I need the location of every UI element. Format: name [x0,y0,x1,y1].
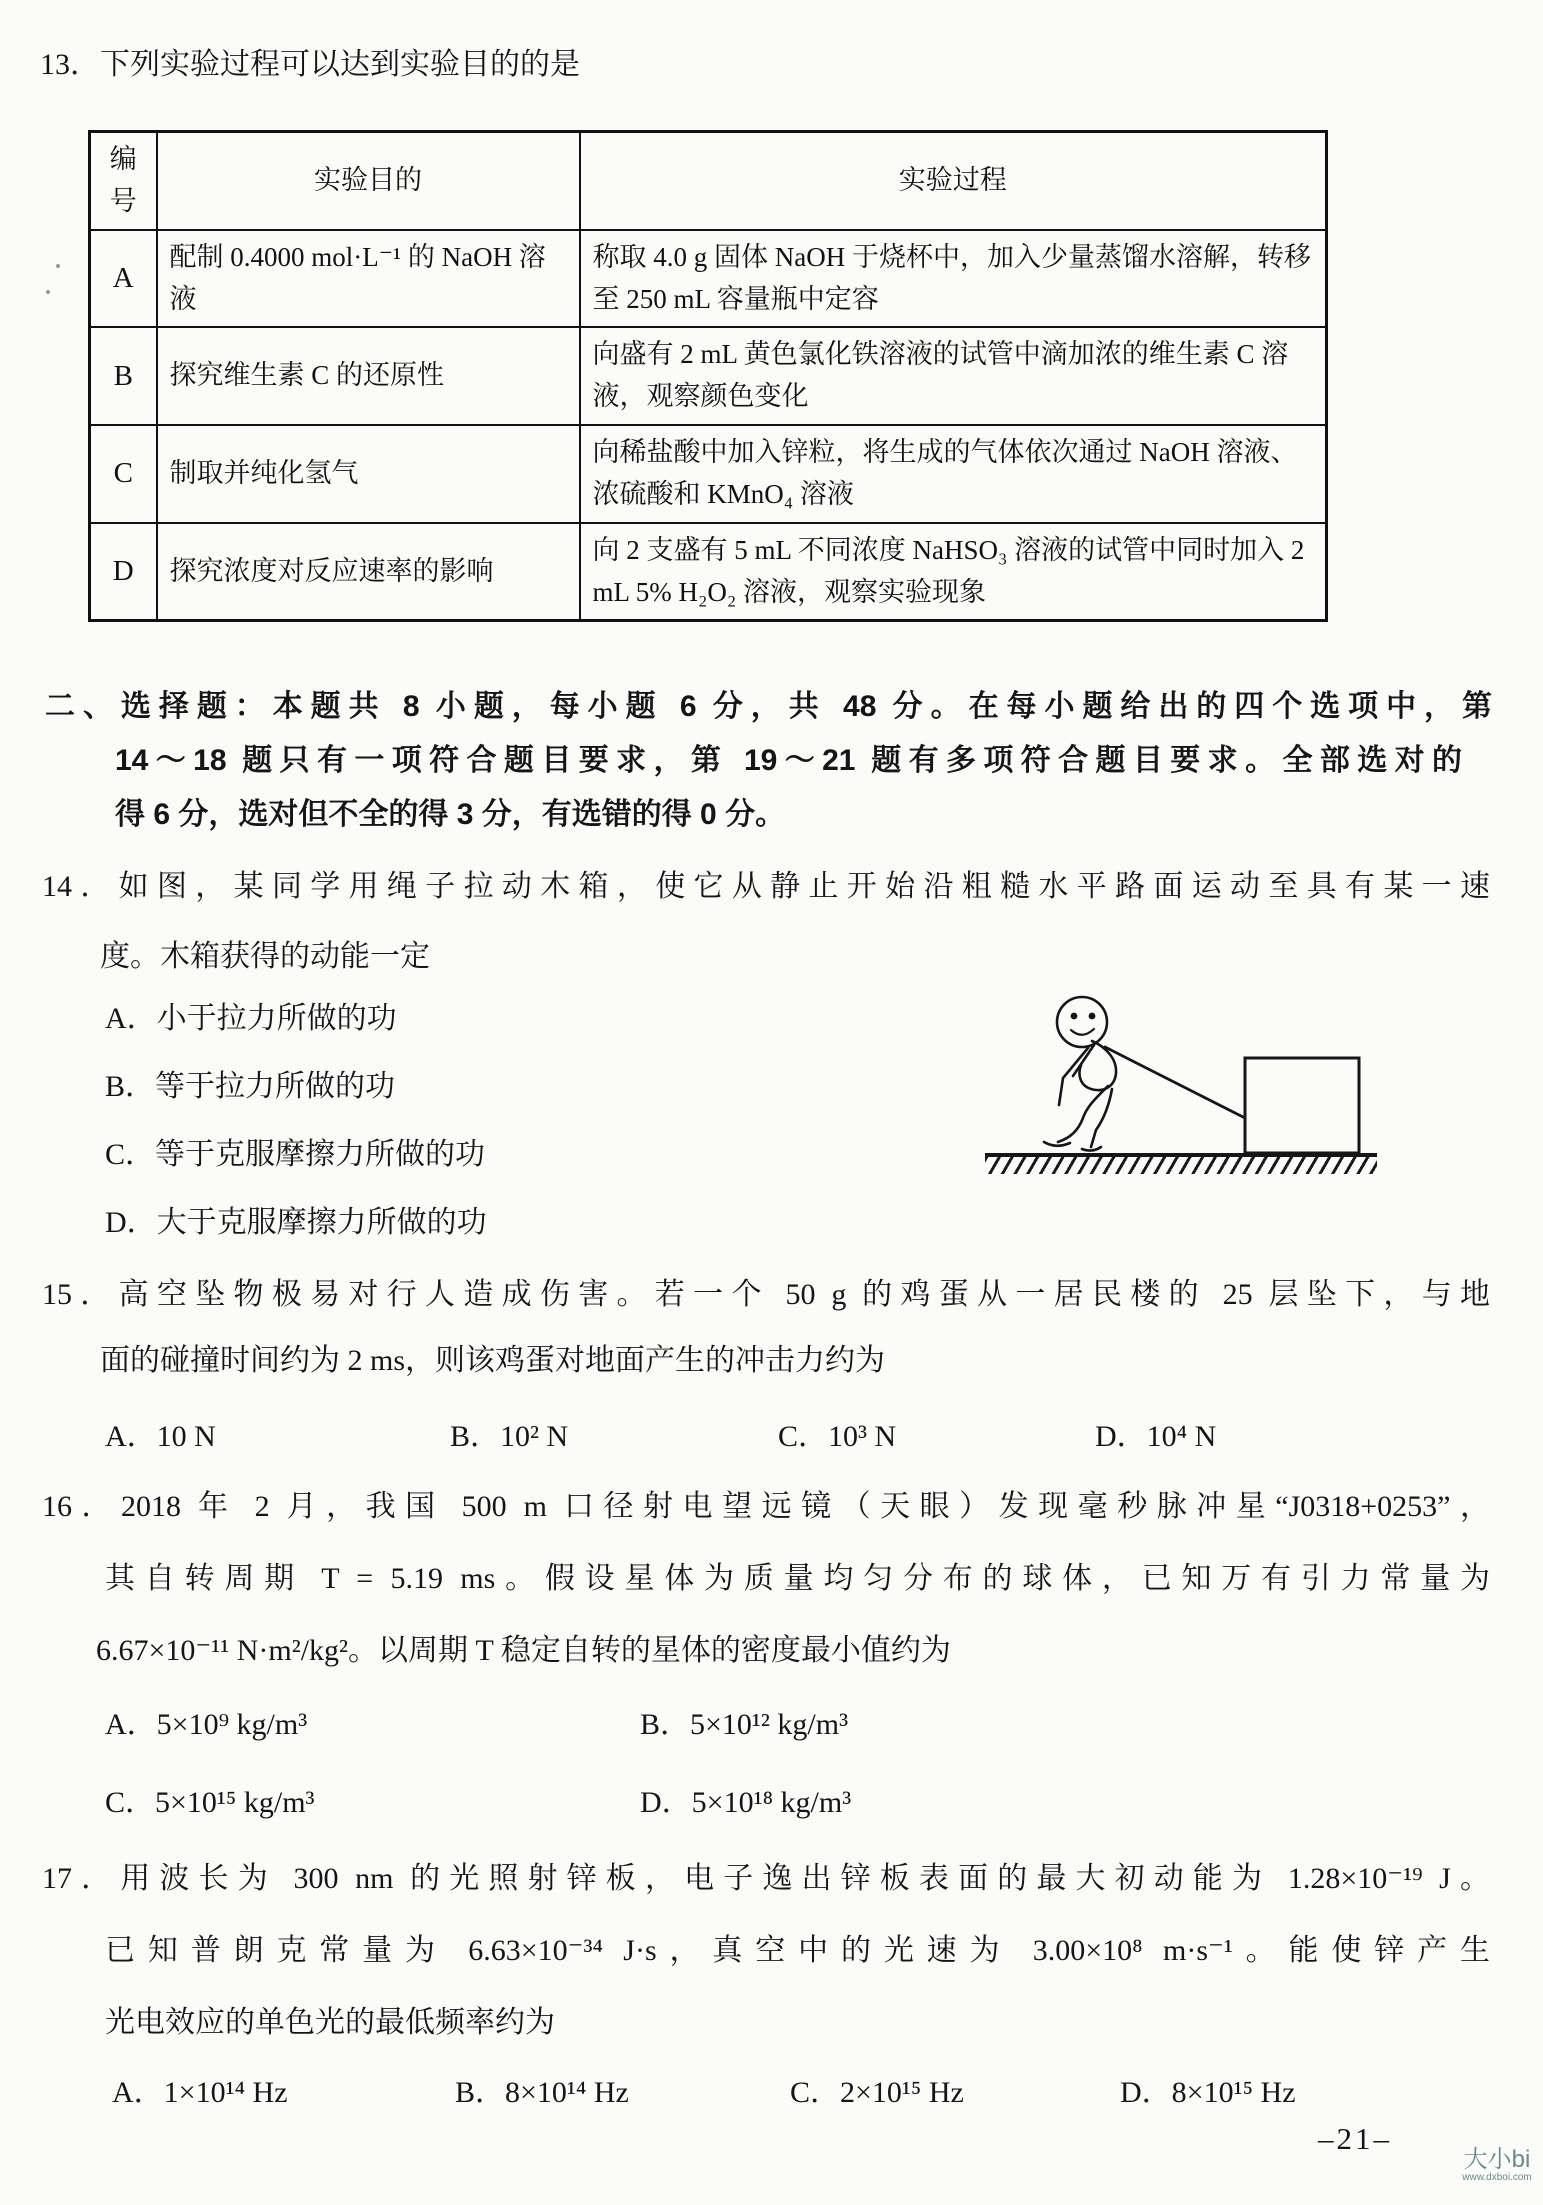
q15-option-b: B．10² N [450,1420,569,1453]
person-leg-front [1058,1086,1108,1142]
row-id: C [90,425,157,523]
section2-line1: 二、选择题：本题共 8 小题，每小题 6 分，共 48 分。在每小题给出的四个选项中，第 [45,690,1492,723]
crate-box [1245,1058,1359,1153]
q16-stem-line3: 6.67×10⁻¹¹ N·m²/kg²。以周期 T 稳定自转的星体的密度最小值约为 [96,1634,951,1667]
row-purpose: 制取并纯化氢气 [157,425,580,523]
col-header-purpose: 实验目的 [157,132,580,230]
row-procedure: 向 2 支盛有 5 mL 不同浓度 NaHSO₃ 溶液的试管中同时加入 2 mL 5% H₂O₂ 溶液，观察实验现象 [580,523,1327,621]
row-procedure: 称取 4.0 g 固体 NaOH 于烧杯中，加入少量蒸馏水溶解，转移至 250 mL 容量瓶中定容 [580,230,1327,328]
q15-stem-line1: 15．高空坠物极易对行人造成伤害。若一个 50 g 的鸡蛋从一居民楼的 25 层坠下，与地 [42,1278,1490,1311]
col-header-id: 编号 [90,132,157,230]
watermark-url: www.dxboi.com [1462,2172,1532,2183]
q17-option-b: B．8×10¹⁴ Hz [455,2076,629,2109]
section2-line2: 14～18 题只有一项符合题目要求，第 19～21 题有多项符合题目要求。全部选对的 [115,744,1462,777]
rope [1105,1047,1245,1118]
q14-option-a: A．小于拉力所做的功 [105,1002,397,1035]
q14-option-d: D．大于克服摩擦力所做的功 [105,1206,487,1239]
scan-speckle [56,264,60,268]
q17-option-a: A．1×10¹⁴ Hz [112,2076,288,2109]
q15-option-d: D．10⁴ N [1095,1420,1217,1453]
q15-option-a: A．10 N [105,1420,216,1453]
row-procedure: 向稀盐酸中加入锌粒，将生成的气体依次通过 NaOH 溶液、浓硫酸和 KMnO₄ 溶液 [580,425,1327,523]
table-row [90,327,1327,425]
q13-stem: 13．下列实验过程可以达到实验目的的是 [40,48,580,81]
q14-figure-person-pulling-crate [940,935,1380,1165]
section2-line3: 得 6 分，选对但不全的得 3 分，有选错的得 0 分。 [115,798,786,831]
q14-option-b: B．等于拉力所做的功 [105,1070,396,1103]
row-purpose: 探究浓度对反应速率的影响 [157,523,580,621]
watermark-logo: 大小bi [1463,2146,1531,2173]
q13-experiment-table [88,130,1328,622]
row-id: B [90,327,157,425]
q16-option-a: A．5×10⁹ kg/m³ [105,1708,308,1741]
table-row [90,230,1327,328]
watermark [1452,2148,1542,2184]
q15-option-c: C．10³ N [778,1420,897,1453]
q14-option-c: C．等于克服摩擦力所做的功 [105,1138,486,1171]
row-purpose: 配制 0.4000 mol·L⁻¹ 的 NaOH 溶液 [157,230,580,328]
row-procedure: 向盛有 2 mL 黄色氯化铁溶液的试管中滴加浓的维生素 C 溶液，观察颜色变化 [580,327,1327,425]
q16-stem-line2: 其自转周期 T = 5.19 ms。假设星体为质量均匀分布的球体，已知万有引力常量为 [105,1562,1490,1595]
q17-option-d: D．8×10¹⁵ Hz [1120,2076,1296,2109]
col-header-procedure: 实验过程 [580,132,1327,230]
scan-speckle [46,290,50,294]
table-row [90,425,1327,523]
row-id: D [90,523,157,621]
table-header-row [90,132,1327,230]
person-smile [1071,1029,1094,1035]
person-eye-left [1071,1013,1078,1020]
ground-hatching [985,1153,1377,1174]
q15-stem-line2: 面的碰撞时间约为 2 ms，则该鸡蛋对地面产生的冲击力约为 [100,1344,886,1377]
q17-stem-line3: 光电效应的单色光的最低频率约为 [105,2006,555,2039]
person-leg-rear [1091,1089,1112,1147]
q17-stem-line2: 已知普朗克常量为 6.63×10⁻³⁴ J·s，真空中的光速为 3.00×10⁸ m·s⁻¹。能使锌产生 [105,1934,1490,1967]
q14-stem-line1: 14．如图，某同学用绳子拉动木箱，使它从静止开始沿粗糙水平路面运动至具有某一速 [42,870,1490,903]
q17-stem-line1: 17．用波长为 300 nm 的光照射锌板，电子逸出锌板表面的最大初动能为 1.28×10⁻¹⁹ J。 [42,1862,1490,1895]
person-eye-right [1089,1013,1096,1020]
q16-option-d: D．5×10¹⁸ kg/m³ [640,1786,852,1819]
q16-option-c: C．5×10¹⁵ kg/m³ [105,1786,315,1819]
q17-option-c: C．2×10¹⁵ Hz [790,2076,964,2109]
row-id: A [90,230,157,328]
row-purpose: 探究维生素 C 的还原性 [157,327,580,425]
q14-stem-line2: 度。木箱获得的动能一定 [100,940,430,973]
q16-stem-line1: 16．2018 年 2 月，我国 500 m 口径射电望远镜（天眼）发现毫秒脉冲星“J0318+0253”， [42,1490,1490,1523]
person-head [1057,997,1107,1047]
q16-option-b: B．5×10¹² kg/m³ [640,1708,849,1741]
table-row [90,523,1327,621]
page-number: –21– [1318,2121,1392,2156]
